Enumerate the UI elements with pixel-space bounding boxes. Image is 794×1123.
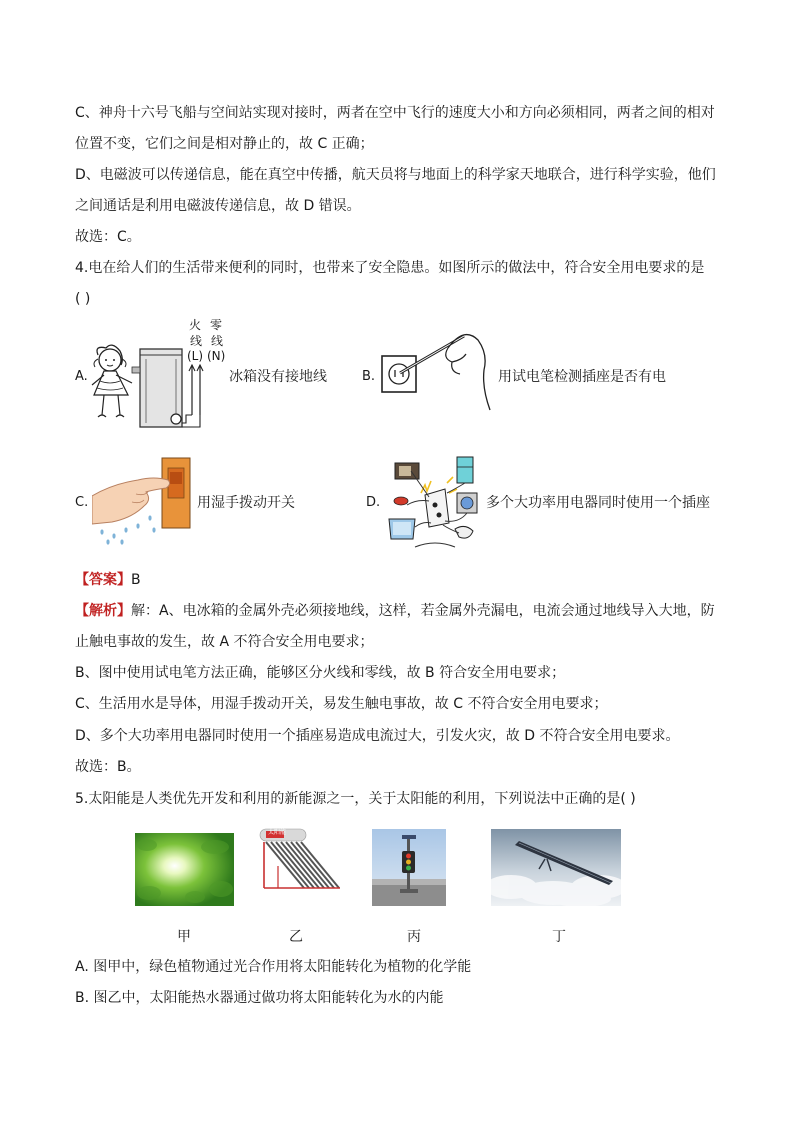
wire-label-N: (N)	[207, 349, 226, 363]
q4-option-a-letter: A.	[75, 369, 88, 384]
analysis-d: D、多个大功率用电器同时使用一个插座易造成电流过大，引发火灾，故 D 不符合安全用电要求。	[75, 728, 680, 744]
test-pen-figure	[378, 330, 496, 420]
analysis-c: C、生活用水是导体，用湿手拨动开关，易发生触电事故，故 C 不符合安全用电要求；	[75, 696, 608, 712]
q4-option-d-text: 多个大功率用电器同时使用一个插座	[486, 495, 710, 511]
wet-hand-switch-figure	[92, 456, 194, 546]
analysis-line1	[75, 601, 715, 621]
paragraph-d-line1: D、电磁波可以传递信息，能在真空中传播，航天员将与地面上的科学家天地联合，进行科学实验，他们	[75, 167, 716, 183]
answer-tag: 【答案】	[75, 572, 131, 588]
analysis-text-1: 解：A、电冰箱的金属外壳必须接地线，这样，若金属外壳漏电，电流会通过地线导入大地，防	[131, 603, 715, 619]
caption-yi: 乙	[289, 929, 303, 945]
heater-brand-label: 太阳能	[268, 829, 287, 836]
photo-jia-leaves	[135, 833, 234, 906]
paragraph-d-line2: 之间通话是利用电磁波传递信息，故 D 错误。	[75, 198, 361, 214]
caption-bing: 丙	[407, 929, 421, 945]
analysis-line2: 止触电事故的发生，故 A 不符合安全用电要求；	[75, 634, 374, 650]
q4-option-a-text: 冰箱没有接地线	[229, 369, 327, 385]
wire-label-ling: 零	[210, 318, 223, 332]
photo-bing-solar-light	[372, 829, 446, 906]
q5-option-b: B. 图乙中，太阳能热水器通过做功将太阳能转化为水的内能	[75, 990, 444, 1006]
overloaded-socket-figure	[385, 453, 487, 551]
analysis-tag: 【解析】	[75, 603, 131, 619]
q4-option-c-text: 用湿手拨动开关	[197, 495, 295, 511]
q5-stem: 5.太阳能是人类优先开发和利用的新能源之一，关于太阳能的利用，下列说法中正确的是( )	[75, 791, 636, 807]
photo-ding-solar-plane	[491, 829, 621, 906]
caption-jia: 甲	[177, 929, 191, 945]
analysis-b: B、图中使用试电笔方法正确，能够区分火线和零线，故 B 符合安全用电要求；	[75, 665, 566, 681]
q4-option-c-letter: C.	[75, 495, 89, 510]
paragraph-c-line2: 位置不变，它们之间是相对静止的，故 C 正确；	[75, 136, 374, 152]
answer-q3: 故选：C。	[75, 229, 141, 245]
caption-ding: 丁	[552, 929, 566, 945]
q4-answer-line	[75, 570, 141, 590]
q4-option-d-letter: D.	[366, 495, 381, 510]
q4-stem-line1: 4.电在给人们的生活带来便利的同时，也带来了安全隐患。如图所示的做法中，符合安全用电要求的是	[75, 260, 705, 276]
wire-label-xian2: 线	[211, 334, 224, 348]
q4-final-answer: 故选：B。	[75, 759, 141, 775]
wire-label-huo: 火	[189, 318, 202, 332]
paragraph-c-line1: C、神舟十六号飞船与空间站实现对接时，两者在空中飞行的速度大小和方向必须相同，两者之间的相对	[75, 105, 715, 121]
answer-value: B	[131, 572, 141, 588]
q4-option-b-letter: B.	[362, 369, 376, 384]
wire-label-xian1: 线	[190, 334, 203, 348]
q4-option-b-text: 用试电笔检测插座是否有电	[498, 369, 666, 385]
wire-label-L: (L)	[187, 349, 204, 363]
q4-stem-line2: ( )	[75, 291, 91, 307]
q5-option-a: A. 图甲中，绿色植物通过光合作用将太阳能转化为植物的化学能	[75, 959, 472, 975]
